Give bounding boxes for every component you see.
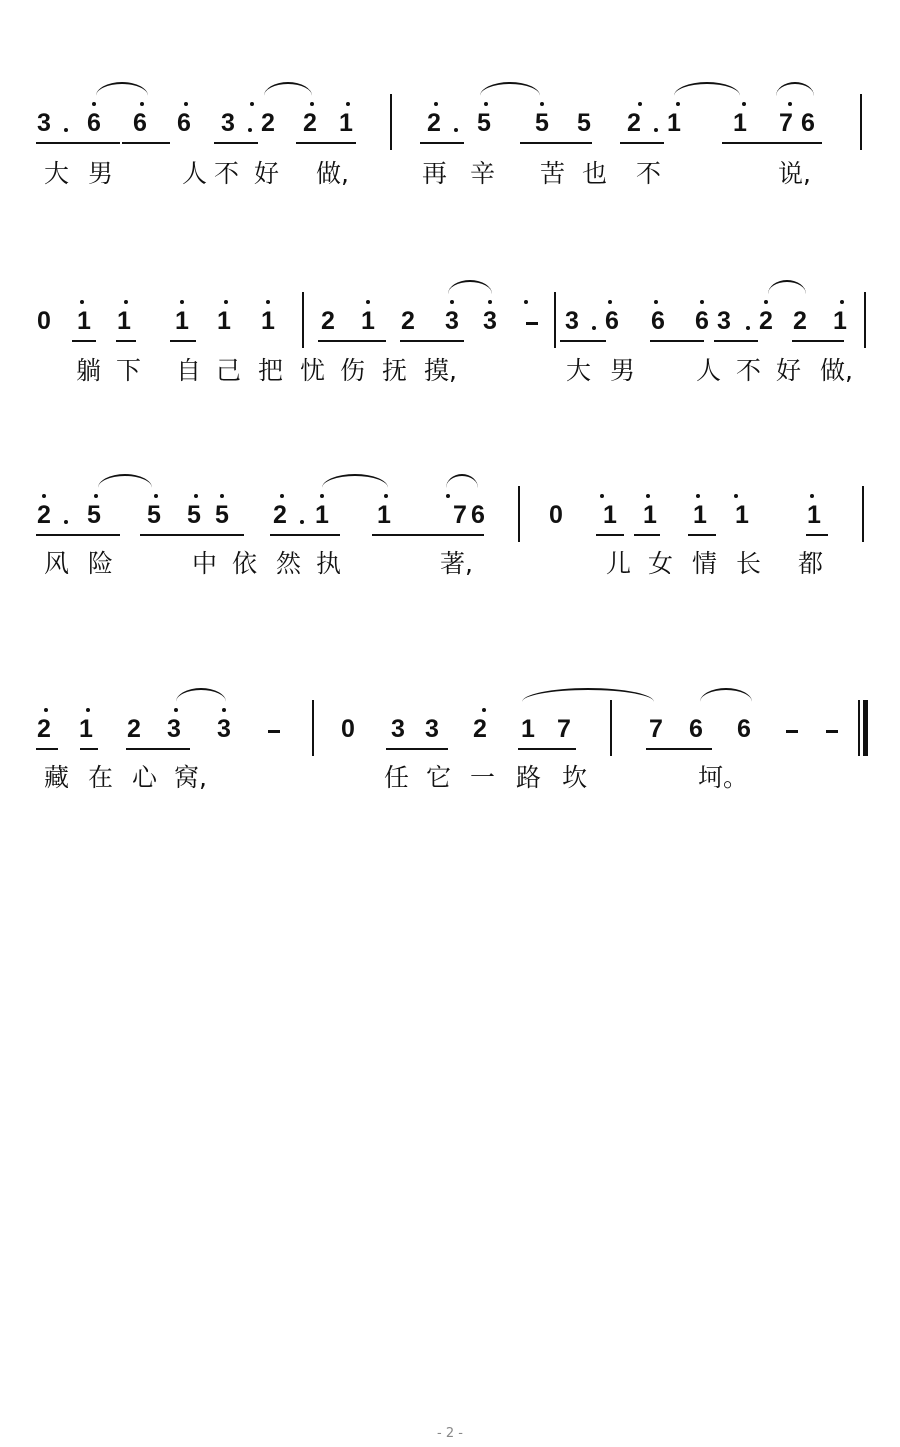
octave-dot [224, 300, 228, 304]
note: 6 [87, 109, 101, 137]
lyric-char: 忧 [300, 356, 326, 385]
octave-dot [764, 300, 768, 304]
augmentation-dot [64, 128, 68, 132]
barline [862, 486, 864, 542]
beam-underline [140, 534, 244, 536]
beam-underline [116, 340, 136, 342]
note: 2 [793, 307, 807, 335]
octave-dot [608, 300, 612, 304]
barline [312, 700, 314, 756]
beam-underline [72, 340, 96, 342]
lyric-char: 藏 [44, 763, 70, 792]
note: 3 [391, 715, 405, 743]
octave-dot [540, 102, 544, 106]
octave-dot [488, 300, 492, 304]
note: 1 [667, 109, 681, 137]
octave-dot [86, 708, 90, 712]
lyric-char: 依 [232, 549, 258, 578]
beam-underline [170, 340, 196, 342]
slur [176, 688, 226, 702]
lyric-char: 风 [44, 549, 70, 578]
beam-underline [634, 534, 660, 536]
note: 1 [361, 307, 375, 335]
note: 6 [605, 307, 619, 335]
note: 1 [735, 501, 749, 529]
octave-dot [646, 494, 650, 498]
beam-underline [400, 340, 464, 342]
slur [264, 82, 312, 96]
lyric-char: 躺 [76, 356, 102, 385]
note: 1 [261, 307, 275, 335]
slur [522, 688, 654, 702]
octave-dot [384, 494, 388, 498]
note: 3 [425, 715, 439, 743]
final-barline [858, 700, 860, 756]
lyric-char: 险 [88, 549, 114, 578]
octave-dot [484, 102, 488, 106]
lyric-char: 再 [422, 159, 448, 188]
augmentation-dot [654, 128, 658, 132]
page-number: - 2 - [437, 1426, 463, 1441]
note: 1 [79, 715, 93, 743]
lyric-char: 人 [696, 356, 722, 385]
octave-dot [44, 708, 48, 712]
note: 6 [737, 715, 751, 743]
lyric-char: 心 [132, 763, 158, 792]
lyric-char: 辛 [470, 159, 496, 188]
slur [768, 280, 806, 294]
octave-dot [42, 494, 46, 498]
beam-underline [80, 748, 98, 750]
octave-dot [638, 102, 642, 106]
beam-underline [688, 534, 716, 536]
lyric-char: 大 [44, 159, 70, 188]
beam-underline [420, 142, 464, 144]
lyric-char: 把 [258, 356, 284, 385]
dash [526, 322, 538, 325]
augmentation-dot [592, 326, 596, 330]
barline [302, 292, 304, 348]
octave-dot [600, 494, 604, 498]
note: 7 [557, 715, 571, 743]
beam-underline [620, 142, 664, 144]
octave-dot [700, 300, 704, 304]
note: 1 [521, 715, 535, 743]
lyric-char: 自 [176, 356, 202, 385]
slur [674, 82, 740, 96]
lyric-char: 都 [798, 549, 824, 578]
beam-underline [722, 142, 822, 144]
octave-dot [140, 102, 144, 106]
note: 5 [187, 501, 201, 529]
lyric-char: 路 [516, 763, 542, 792]
beam-underline [650, 340, 704, 342]
beam-underline [214, 142, 258, 144]
beam-underline [122, 142, 170, 144]
beam-underline [36, 748, 58, 750]
note: 2 [627, 109, 641, 137]
note: 3 [37, 109, 51, 137]
augmentation-dot [248, 128, 252, 132]
octave-dot [450, 300, 454, 304]
beam-underline [520, 142, 592, 144]
octave-dot [366, 300, 370, 304]
dash [268, 730, 280, 733]
note: 1 [175, 307, 189, 335]
beam-underline [36, 142, 120, 144]
augmentation-dot [454, 128, 458, 132]
lyric-char: 中 [192, 549, 218, 578]
slur [322, 474, 388, 488]
note: 1 [77, 307, 91, 335]
octave-dot [810, 494, 814, 498]
augmentation-dot [300, 520, 304, 524]
lyric-char: 摸, [424, 356, 457, 385]
octave-dot [184, 102, 188, 106]
lyric-char: 不 [636, 159, 662, 188]
octave-dot [696, 494, 700, 498]
lyric-char: 著, [440, 549, 473, 578]
lyric-char: 大 [566, 356, 592, 385]
note: 3 [445, 307, 459, 335]
octave-dot [446, 494, 450, 498]
barline [518, 486, 520, 542]
note: 6 [133, 109, 147, 137]
lyric-char: 不 [736, 356, 762, 385]
lyric-char: 情 [692, 549, 718, 578]
lyric-char: 人 [182, 159, 208, 188]
lyric-char: 任 [384, 763, 410, 792]
note: 2 [321, 307, 335, 335]
lyric-char: 也 [582, 159, 608, 188]
note: 7 [779, 109, 793, 137]
octave-dot [742, 102, 746, 106]
slur [96, 82, 148, 96]
note: 5 [577, 109, 591, 137]
note: 3 [221, 109, 235, 137]
note: 6 [651, 307, 665, 335]
beam-underline [296, 142, 356, 144]
lyric-char: 执 [316, 549, 342, 578]
lyric-char: 一 [470, 763, 496, 792]
note: 2 [401, 307, 415, 335]
beam-underline [372, 534, 484, 536]
slur [480, 82, 540, 96]
lyric-char: 己 [216, 356, 242, 385]
beam-underline [386, 748, 448, 750]
note: 5 [477, 109, 491, 137]
note: 1 [807, 501, 821, 529]
note: 2 [261, 109, 275, 137]
octave-dot [310, 102, 314, 106]
note: 1 [117, 307, 131, 335]
lyric-char: 男 [610, 356, 636, 385]
octave-dot [92, 102, 96, 106]
final-barline-thick [863, 700, 868, 756]
slur [776, 82, 814, 96]
note: 7 [453, 501, 467, 529]
dash [786, 730, 798, 733]
note: 1 [733, 109, 747, 137]
octave-dot [266, 300, 270, 304]
note: 6 [689, 715, 703, 743]
note: 3 [483, 307, 497, 335]
octave-dot [194, 494, 198, 498]
lyric-char: 在 [88, 763, 114, 792]
octave-dot [524, 300, 528, 304]
note: 0 [549, 501, 563, 529]
lyric-char: 然 [276, 549, 302, 578]
note: 5 [87, 501, 101, 529]
lyric-char: 做, [316, 159, 349, 188]
octave-dot [280, 494, 284, 498]
octave-dot [154, 494, 158, 498]
note: 5 [215, 501, 229, 529]
lyric-char: 伤 [340, 356, 366, 385]
lyric-char: 儿 [606, 549, 632, 578]
note: 0 [341, 715, 355, 743]
note: 5 [535, 109, 549, 137]
augmentation-dot [64, 520, 68, 524]
note: 6 [177, 109, 191, 137]
note: 3 [565, 307, 579, 335]
slur [448, 280, 492, 294]
octave-dot [788, 102, 792, 106]
lyric-char: 不 [214, 159, 240, 188]
octave-dot [840, 300, 844, 304]
beam-underline [792, 340, 844, 342]
beam-underline [714, 340, 758, 342]
note: 2 [303, 109, 317, 137]
note: 6 [471, 501, 485, 529]
note: 7 [649, 715, 663, 743]
note: 1 [643, 501, 657, 529]
octave-dot [734, 494, 738, 498]
note: 2 [427, 109, 441, 137]
note: 2 [273, 501, 287, 529]
barline [860, 94, 862, 150]
note: 1 [315, 501, 329, 529]
note: 2 [759, 307, 773, 335]
lyric-char: 下 [116, 356, 142, 385]
octave-dot [94, 494, 98, 498]
beam-underline [560, 340, 606, 342]
octave-dot [220, 494, 224, 498]
octave-dot [80, 300, 84, 304]
note: 2 [473, 715, 487, 743]
augmentation-dot [746, 326, 750, 330]
note: 6 [801, 109, 815, 137]
octave-dot [222, 708, 226, 712]
note: 2 [37, 715, 51, 743]
note: 3 [217, 715, 231, 743]
dash [826, 730, 838, 733]
lyric-char: 窝, [174, 763, 207, 792]
beam-underline [596, 534, 624, 536]
octave-dot [250, 102, 254, 106]
note: 5 [147, 501, 161, 529]
note: 2 [127, 715, 141, 743]
lyric-char: 做, [820, 356, 853, 385]
beam-underline [36, 534, 120, 536]
octave-dot [676, 102, 680, 106]
barline [390, 94, 392, 150]
beam-underline [518, 748, 576, 750]
octave-dot [434, 102, 438, 106]
octave-dot [482, 708, 486, 712]
lyric-char: 抚 [382, 356, 408, 385]
note: 0 [37, 307, 51, 335]
lyric-char: 长 [736, 549, 762, 578]
octave-dot [174, 708, 178, 712]
barline [864, 292, 866, 348]
slur [446, 474, 478, 488]
lyric-char: 苦 [540, 159, 566, 188]
octave-dot [320, 494, 324, 498]
lyric-char: 好 [254, 159, 280, 188]
lyric-char: 它 [426, 763, 452, 792]
slur [700, 688, 752, 702]
lyric-char: 坎 [562, 763, 588, 792]
beam-underline [318, 340, 386, 342]
beam-underline [270, 534, 340, 536]
beam-underline [126, 748, 190, 750]
note: 1 [377, 501, 391, 529]
note: 3 [167, 715, 181, 743]
note: 2 [37, 501, 51, 529]
note: 3 [717, 307, 731, 335]
barline [554, 292, 556, 348]
octave-dot [124, 300, 128, 304]
barline [610, 700, 612, 756]
note: 1 [693, 501, 707, 529]
beam-underline [806, 534, 828, 536]
beam-underline [646, 748, 712, 750]
lyric-char: 坷。 [698, 763, 749, 792]
slur [98, 474, 152, 488]
octave-dot [180, 300, 184, 304]
lyric-char: 说, [778, 159, 811, 188]
lyric-char: 女 [648, 549, 674, 578]
lyric-char: 男 [88, 159, 114, 188]
note: 6 [695, 307, 709, 335]
octave-dot [654, 300, 658, 304]
note: 1 [833, 307, 847, 335]
note: 1 [217, 307, 231, 335]
lyric-char: 好 [776, 356, 802, 385]
note: 1 [603, 501, 617, 529]
octave-dot [346, 102, 350, 106]
note: 1 [339, 109, 353, 137]
